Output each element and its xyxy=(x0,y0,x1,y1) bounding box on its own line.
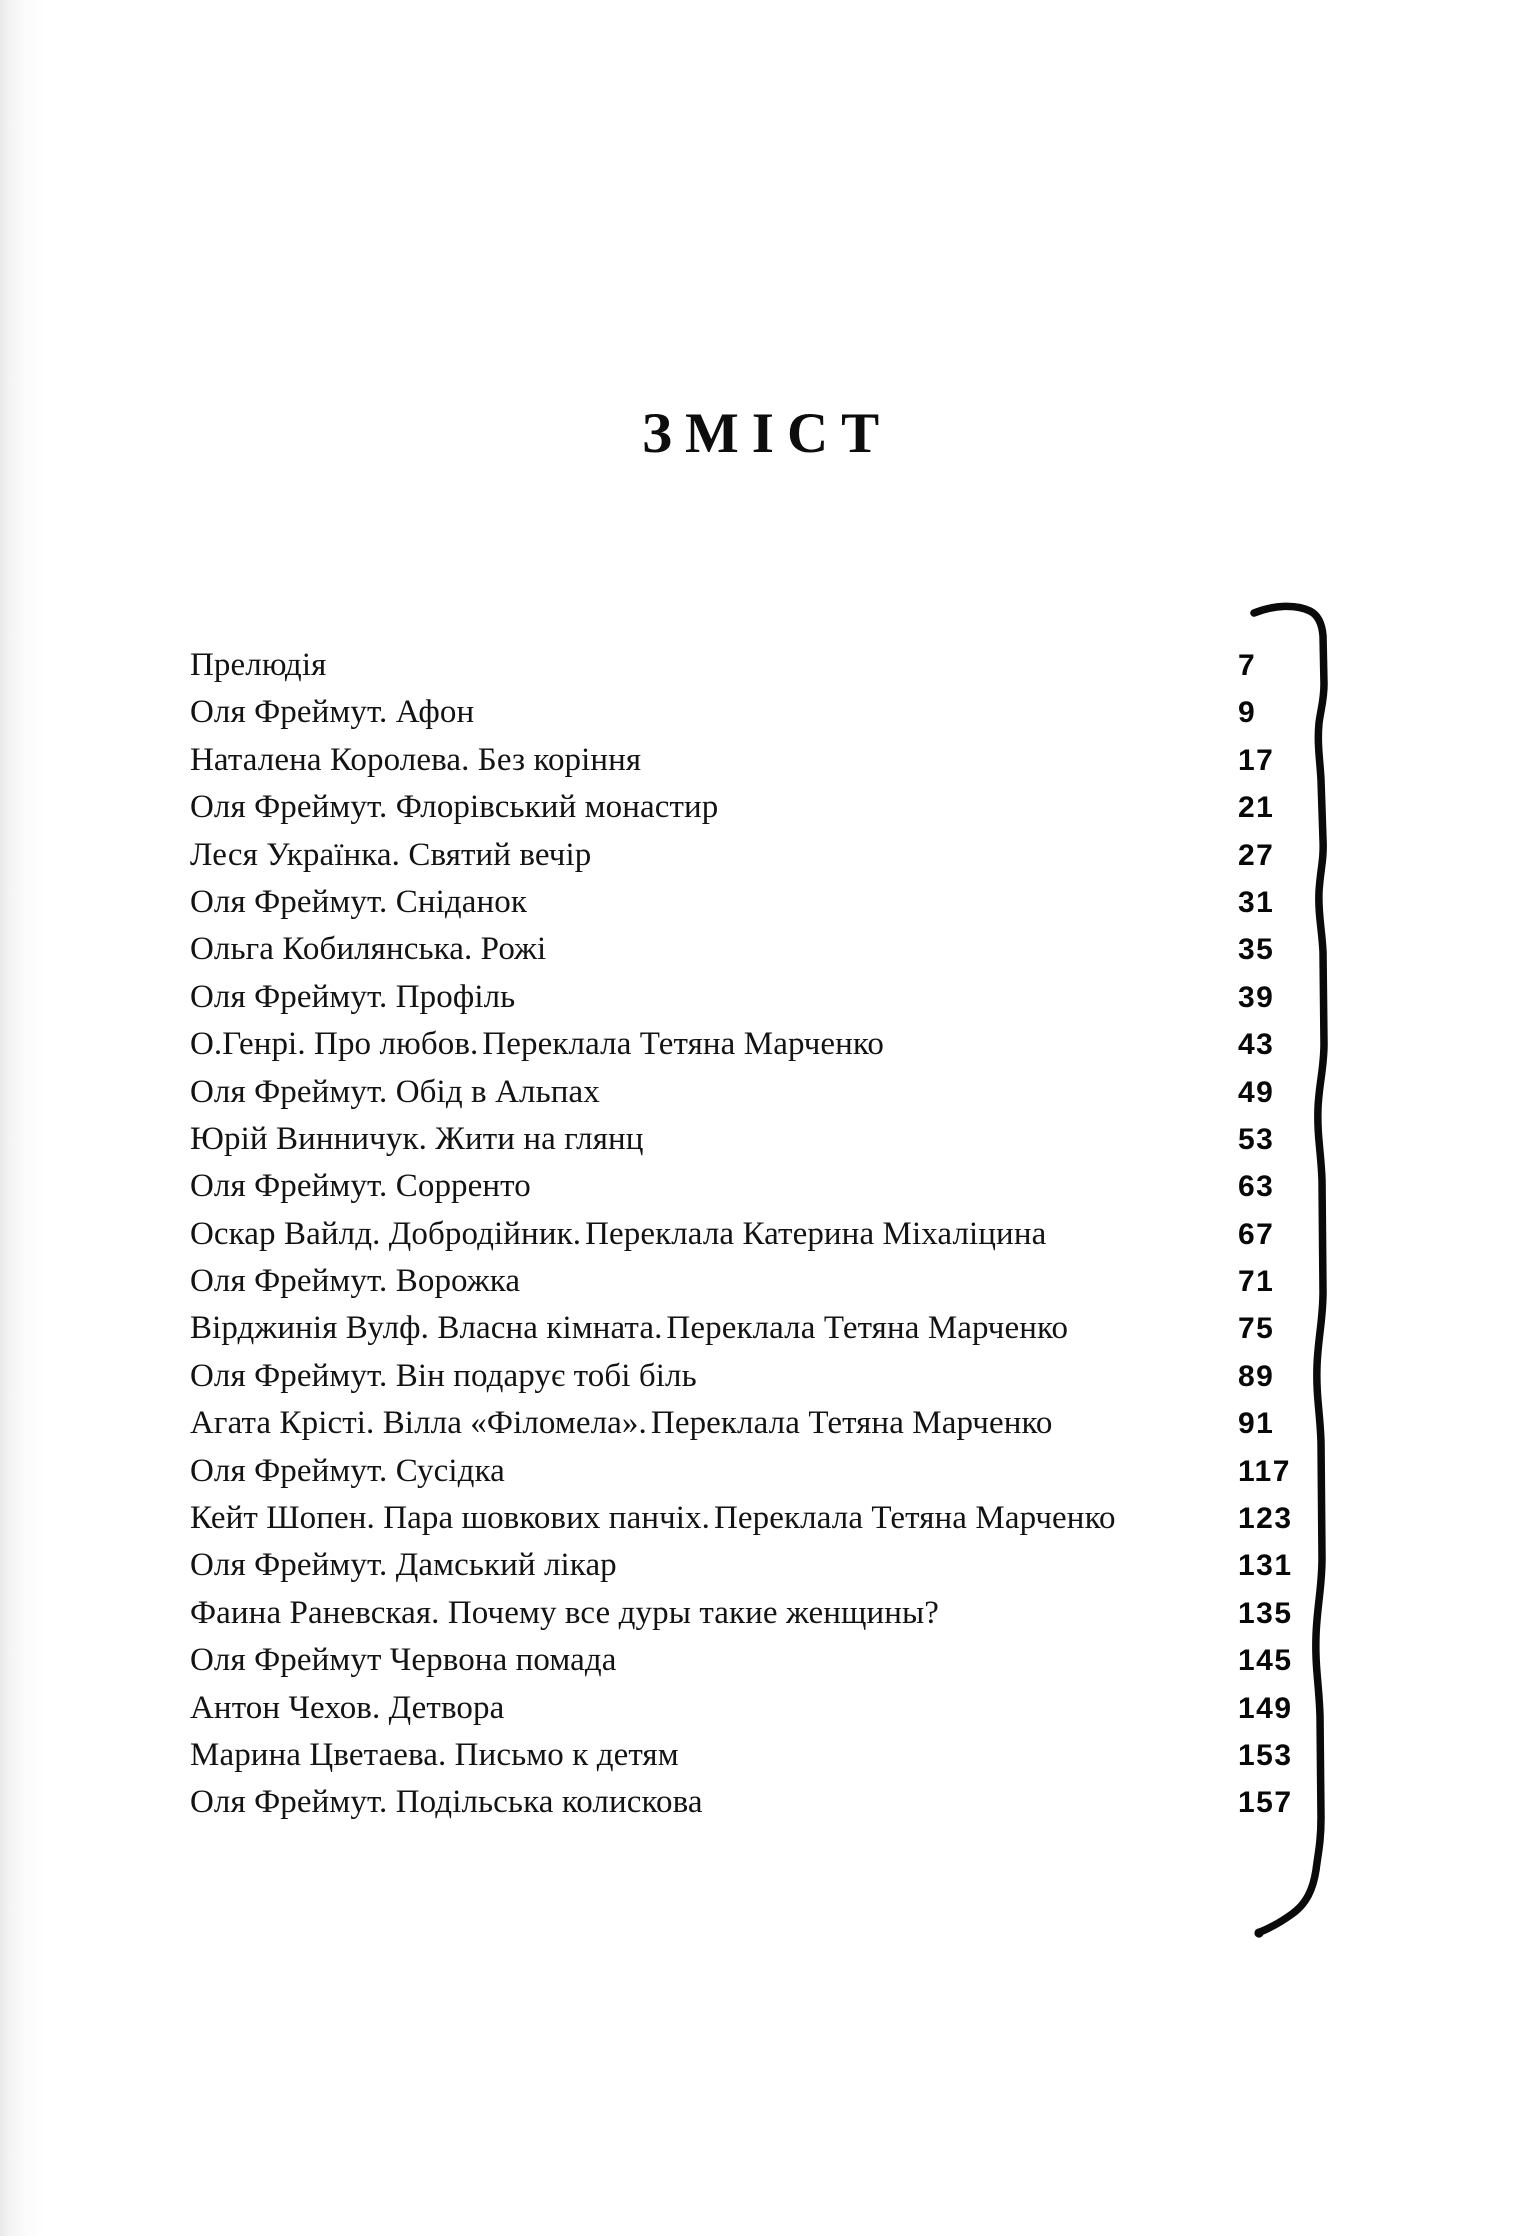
toc-entry-title: О.Генрі. Про любов. xyxy=(190,1026,479,1063)
toc-entry-page-number: 39 xyxy=(1238,980,1275,1014)
table-of-contents xyxy=(190,642,1330,1827)
toc-entry[interactable] xyxy=(190,737,1330,784)
toc-entry-page-number: 157 xyxy=(1238,1786,1293,1820)
toc-entry-title: Прелюдія xyxy=(190,647,327,683)
toc-entry-title: Марина Цветаева. Письмо к детям xyxy=(190,1736,679,1773)
toc-entry-title: Оля Фреймут. Афон xyxy=(190,694,475,731)
toc-entry-title: Оля Фреймут. Сусідка xyxy=(190,1452,505,1489)
toc-entry-page-number: 67 xyxy=(1238,1217,1275,1251)
toc-entry-translator: Переклала Тетяна Марченко xyxy=(650,1405,1053,1442)
toc-entry[interactable] xyxy=(190,1685,1330,1732)
toc-entry-title: Вірджинія Вулф. Власна кімната. xyxy=(190,1310,663,1347)
toc-entry-page-number: 91 xyxy=(1238,1407,1275,1441)
toc-entry-page-number: 117 xyxy=(1238,1454,1291,1488)
toc-entry-title: Кейт Шопен. Пара шовкових панчіх. xyxy=(190,1500,710,1537)
toc-entry-title: Оля Фреймут Червона помада xyxy=(190,1642,617,1679)
toc-entry-translator: Переклала Тетяна Марченко xyxy=(666,1310,1069,1347)
toc-entry-page-number: 75 xyxy=(1238,1312,1275,1346)
toc-entry-page-number: 49 xyxy=(1238,1075,1275,1109)
toc-entry[interactable] xyxy=(190,1021,1330,1068)
toc-entry-page-number: 145 xyxy=(1238,1644,1293,1678)
toc-entry-translator: Переклала Катерина Міхаліцина xyxy=(585,1215,1047,1252)
toc-entry-title: Оля Фреймут. Ворожка xyxy=(190,1263,521,1300)
toc-entry[interactable] xyxy=(190,1448,1330,1495)
toc-entry[interactable] xyxy=(190,642,1330,689)
toc-entry-page-number: 149 xyxy=(1238,1691,1293,1725)
toc-entry-title: Наталена Королева. Без коріння xyxy=(190,741,642,778)
toc-entry[interactable] xyxy=(190,1163,1330,1210)
toc-entry[interactable] xyxy=(190,1400,1330,1447)
toc-entry-title: Оля Фреймут. Сніданок xyxy=(190,883,527,920)
toc-entry-page-number: 63 xyxy=(1238,1170,1275,1204)
toc-entry-page-number: 123 xyxy=(1238,1502,1293,1536)
toc-entry-title: Ольга Кобилянська. Рожі xyxy=(190,931,547,968)
toc-entry-page-number: 43 xyxy=(1238,1028,1275,1062)
toc-entry-title: Фаина Раневская. Почему все дуры такие женщины? xyxy=(190,1594,940,1631)
toc-entry-title: Оля Фреймут. Флорівський монастир xyxy=(190,789,719,826)
toc-entry[interactable] xyxy=(190,879,1330,926)
toc-entry[interactable] xyxy=(190,1495,1330,1542)
toc-entry-page-number: 71 xyxy=(1238,1265,1275,1299)
toc-entry-page-number: 131 xyxy=(1238,1549,1293,1583)
toc-entry-title: Антон Чехов. Детвора xyxy=(190,1689,505,1726)
toc-entry-page-number: 7 xyxy=(1238,649,1257,682)
toc-entry-translator: Переклала Тетяна Марченко xyxy=(714,1500,1116,1537)
toc-entry[interactable] xyxy=(190,974,1330,1021)
toc-entry-page-number: 35 xyxy=(1238,933,1275,967)
toc-entry[interactable] xyxy=(190,926,1330,973)
toc-entry-page-number: 17 xyxy=(1238,743,1275,777)
toc-entry-title: Оля Фреймут. Сорренто xyxy=(190,1168,531,1205)
page-title: ЗМІСТ xyxy=(641,402,893,465)
page-spine-shadow xyxy=(0,0,46,2236)
toc-entry[interactable] xyxy=(190,784,1330,831)
toc-entry-page-number: 135 xyxy=(1238,1596,1293,1630)
toc-entry-page-number: 89 xyxy=(1238,1359,1275,1393)
toc-entry[interactable] xyxy=(190,1542,1330,1589)
toc-entry-title: Оля Фреймут. Він подарує тобі біль xyxy=(190,1357,697,1394)
toc-entry-title: Юрій Винничук. Жити на глянц xyxy=(190,1120,644,1157)
toc-entry-title: Леся Українка. Святий вечір xyxy=(190,836,592,873)
toc-entry-page-number: 31 xyxy=(1238,885,1275,919)
toc-entry[interactable] xyxy=(190,1637,1330,1684)
toc-entry-title: Оскар Вайлд. Добродійник. xyxy=(190,1215,582,1252)
toc-entry[interactable] xyxy=(190,1590,1330,1637)
toc-entry-title: Оля Фреймут. Подільська колискова xyxy=(190,1784,703,1821)
toc-entry-page-number: 9 xyxy=(1238,696,1257,730)
toc-entry[interactable] xyxy=(190,1116,1330,1163)
toc-entry[interactable] xyxy=(190,1069,1330,1116)
toc-entry[interactable] xyxy=(190,1353,1330,1400)
toc-entry-title: Оля Фреймут. Обід в Альпах xyxy=(190,1073,600,1110)
toc-entry-title: Оля Фреймут. Профіль xyxy=(190,978,516,1015)
toc-entry[interactable] xyxy=(190,689,1330,736)
toc-entry[interactable] xyxy=(190,1779,1330,1826)
toc-entry[interactable] xyxy=(190,1211,1330,1258)
toc-entry[interactable] xyxy=(190,1305,1330,1352)
toc-entry[interactable] xyxy=(190,1732,1330,1779)
toc-entry-page-number: 53 xyxy=(1238,1122,1275,1156)
toc-entry-title: Оля Фреймут. Дамський лікар xyxy=(190,1547,617,1584)
toc-entry[interactable] xyxy=(190,1258,1330,1305)
toc-entry-title: Агата Крісті. Вілла «Філомела». xyxy=(190,1405,647,1442)
toc-entry-page-number: 27 xyxy=(1238,838,1275,872)
toc-entry-page-number: 153 xyxy=(1238,1738,1293,1772)
toc-entry-translator: Переклала Тетяна Марченко xyxy=(482,1026,884,1063)
toc-entry-page-number: 21 xyxy=(1238,791,1275,825)
toc-entry[interactable] xyxy=(190,832,1330,879)
